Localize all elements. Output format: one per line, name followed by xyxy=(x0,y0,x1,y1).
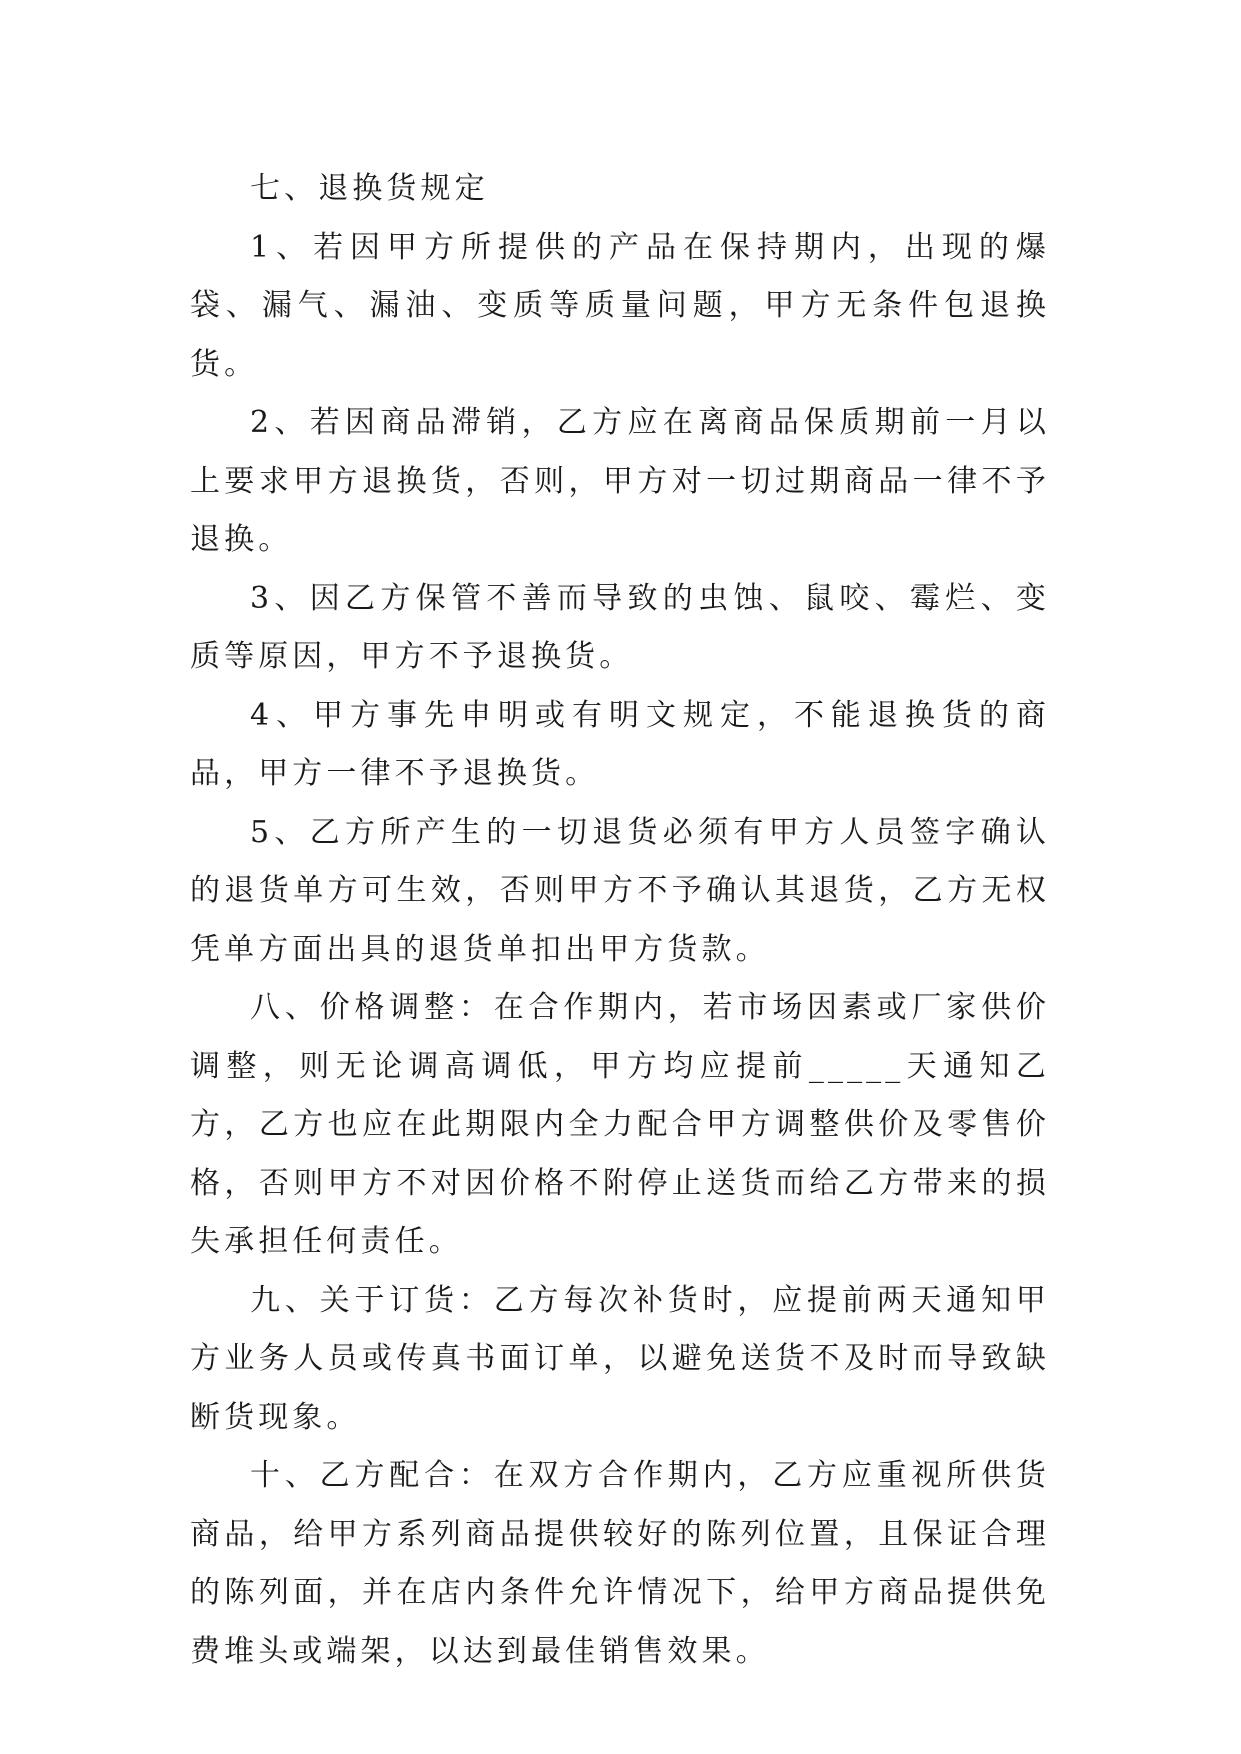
clause-5-return-slip: 5、乙方所产生的一切退货必须有甲方人员签字确认的退货单方可生效，否则甲方不予确认其退货，乙方无权凭单方面出具的退货单扣出甲方货款。 xyxy=(190,814,1050,967)
section-price-adjustment: 八、价格调整：在合作期内，若市场因素或厂家供价调整，则无论调高调低，甲方均应提前_____天通知乙方，乙方也应在此期限内全力配合甲方调整供价及零售价格，否则甲方不对因价格不附停止送货而给乙方带来的损失承担任何责任。 xyxy=(190,990,1050,1259)
clause-1-quality-issues: 1、若因甲方所提供的产品在保持期内，出现的爆袋、漏气、漏油、变质等质量问题，甲方无条件包退换货。 xyxy=(190,229,1050,382)
document-body xyxy=(190,160,1050,1681)
clause-4-non-returnable: 4、甲方事先申明或有明文规定，不能退换货的商品，甲方一律不予退换货。 xyxy=(190,697,1050,791)
clause-2-slow-moving-goods: 2、若因商品滞销，乙方应在离商品保质期前一月以上要求甲方退换货，否则，甲方对一切过期商品一律不予退换。 xyxy=(190,405,1050,557)
section-ordering: 九、关于订货：乙方每次补货时，应提前两天通知甲方业务人员或传真书面订单，以避免送货不及时而导致缺断货现象。 xyxy=(190,1282,1050,1435)
clause-3-improper-storage: 3、因乙方保管不善而导致的虫蚀、鼠咬、霉烂、变质等原因，甲方不予退换货。 xyxy=(190,580,1050,674)
section-cooperation: 十、乙方配合：在双方合作期内，乙方应重视所供货商品，给甲方系列商品提供较好的陈列位置，且保证合理的陈列面，并在店内条件允许情况下，给甲方商品提供免费堆头或端架，以达到最佳销售效果。 xyxy=(190,1458,1050,1669)
section-heading-return-policy: 七、退换货规定 xyxy=(250,171,489,206)
